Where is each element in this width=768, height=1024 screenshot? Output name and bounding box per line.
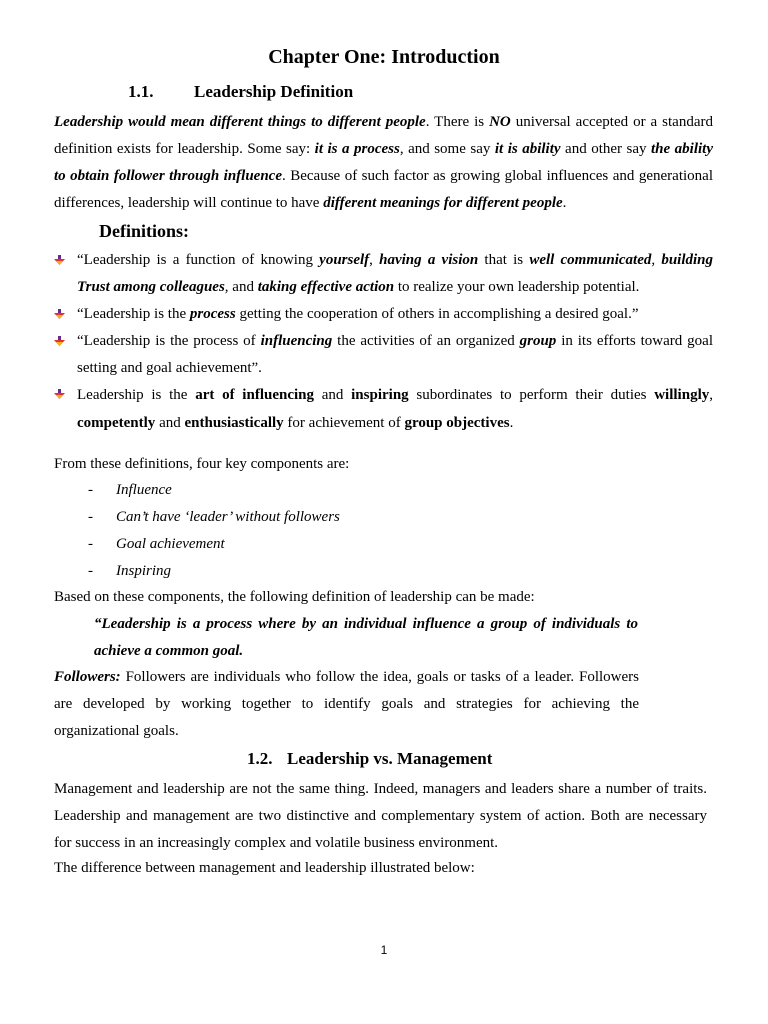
definition-item	[54, 328, 713, 382]
definition-text	[77, 328, 713, 382]
emphasis: Leadership would mean different things to different people	[54, 114, 426, 130]
emphasis: group	[519, 333, 557, 349]
component-text: Inspiring	[116, 563, 172, 579]
section-title: Leadership vs. Management	[287, 749, 493, 768]
text: getting the cooperation of others in accomplishing a desired goal.”	[235, 306, 639, 322]
emphasis: art of influencing	[195, 387, 314, 403]
intro-paragraph	[54, 109, 713, 217]
text: and other say	[560, 141, 651, 157]
dash-bullet: -	[88, 482, 93, 498]
arrow-down-bullet-icon	[54, 389, 65, 400]
dash-bullet: -	[88, 509, 93, 525]
text: . Because of such factor as growing global influences and generational differences, leadership will continue to have	[54, 168, 713, 211]
emphasis: group objectives	[404, 415, 510, 431]
emphasis: having a vision	[379, 252, 479, 268]
text: , and some say	[399, 141, 495, 157]
emphasis: NO	[489, 114, 511, 130]
text: “Leadership is a function of knowing	[77, 252, 320, 268]
emphasis: process	[189, 306, 236, 322]
definition-text	[77, 381, 713, 437]
text: for achievement of	[283, 415, 405, 431]
text: to realize your own leadership potential.	[394, 279, 640, 295]
emphasis: the ability to obtain follower through influence	[54, 141, 713, 184]
arrow-down-bullet-icon	[54, 336, 65, 347]
emphasis: willingly	[654, 387, 710, 403]
definition-text	[77, 247, 713, 301]
followers-paragraph	[54, 664, 639, 745]
followers-label: Followers:	[54, 669, 121, 685]
definition-item	[54, 301, 713, 328]
component-item	[88, 531, 225, 558]
text: “Leadership is the process of	[77, 333, 261, 349]
text: Leadership is the	[77, 387, 196, 403]
definition-text	[77, 301, 713, 328]
emphasis: taking effective action	[257, 279, 395, 295]
emphasis: it is a process	[314, 141, 400, 157]
emphasis: influencing	[260, 333, 333, 349]
text: ,	[709, 387, 713, 403]
section-heading-1-2	[247, 749, 492, 769]
definition-item	[54, 247, 713, 301]
based-text: Based on these components, the following definition of leadership can be made:	[54, 589, 535, 605]
components-intro: From these definitions, four key components are:	[54, 456, 350, 472]
section-number: 1.1.	[128, 82, 154, 101]
text: . There is	[425, 114, 490, 130]
management-paragraph: Management and leadership are not the same thing. Indeed, managers and leaders share a number of traits. Leadership and management are two distinctive and complementary system of action. Both are necessary for success in an increasingly complex and volatile business environment.	[54, 781, 707, 851]
component-text: Goal achievement	[116, 536, 225, 552]
leadership-definition-quote: “Leadership is a process where by an individual influence a group of individuals to achieve a common goal.	[94, 616, 638, 659]
emphasis: yourself	[319, 252, 370, 268]
emphasis: it is ability	[494, 141, 561, 157]
arrow-down-bullet-icon	[54, 255, 65, 266]
text: that is	[478, 252, 530, 268]
dash-bullet: -	[88, 536, 93, 552]
text: Followers are individuals who follow the idea, goals or tasks of a leader. Followers are developed by working together to identify goals and strategies for achieving the organizational goals.	[54, 669, 639, 739]
text: .	[562, 195, 567, 211]
emphasis: different meanings for different people	[323, 195, 563, 211]
definition-item	[54, 381, 713, 437]
text: in its efforts toward goal setting and goal achievement”.	[77, 333, 713, 376]
text: universal accepted or a standard definition exists for leadership. Some say:	[54, 114, 713, 157]
emphasis: inspiring	[351, 387, 409, 403]
emphasis: building Trust among colleagues	[77, 252, 713, 295]
text: and	[314, 387, 352, 403]
dash-bullet: -	[88, 563, 93, 579]
text: .	[509, 415, 514, 431]
definitions-heading: Definitions:	[99, 221, 189, 241]
difference-line: The difference between management and leadership illustrated below:	[54, 860, 475, 876]
text: “Leadership is the	[77, 306, 190, 322]
text: , and	[224, 279, 258, 295]
section-heading-1-1	[128, 82, 353, 102]
text: the activities of an organized	[332, 333, 520, 349]
component-text: Can’t have ‘leader’ without followers	[116, 509, 340, 525]
component-item	[88, 477, 172, 504]
component-text: Influence	[116, 482, 172, 498]
page-number: 1	[380, 943, 388, 957]
arrow-down-bullet-icon	[54, 309, 65, 320]
text: ,	[369, 252, 380, 268]
component-item	[88, 504, 340, 531]
text: subordinates to perform their duties	[408, 387, 655, 403]
emphasis: well communicated	[529, 252, 652, 268]
component-item	[88, 558, 171, 585]
text: ,	[651, 252, 662, 268]
text: and	[155, 415, 185, 431]
emphasis: enthusiastically	[184, 415, 284, 431]
emphasis: competently	[77, 415, 156, 431]
section-title: Leadership Definition	[194, 82, 354, 101]
chapter-title: Chapter One: Introduction	[268, 46, 500, 68]
section-number: 1.2.	[247, 749, 273, 768]
